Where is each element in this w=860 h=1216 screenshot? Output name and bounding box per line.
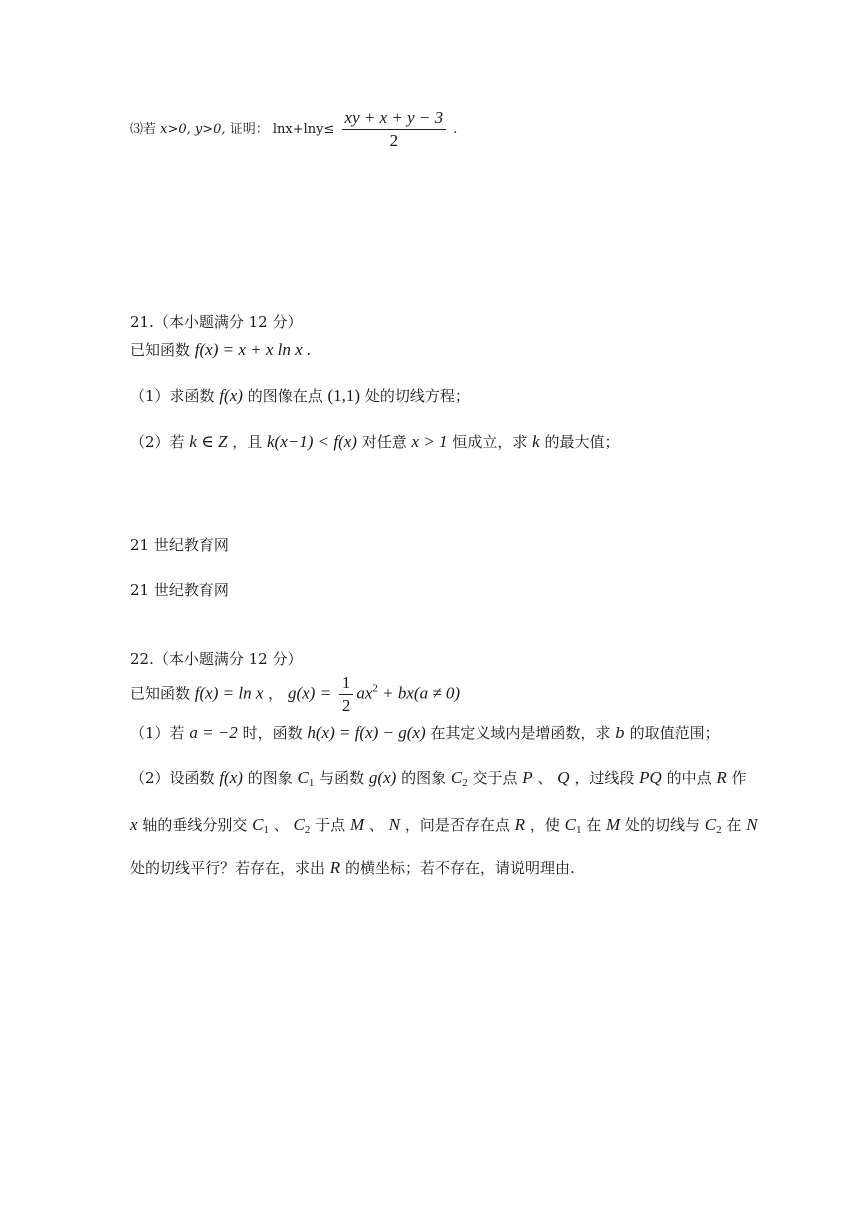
q22-half-denominator: 2 <box>341 696 351 715</box>
q22-p2-l2-c2-sub: 2 <box>304 824 311 836</box>
q21-intro <box>130 340 311 360</box>
q22-p1-b: b <box>615 724 625 742</box>
q20-end: . <box>453 122 458 137</box>
q22-p2-gx: g(x) <box>368 768 397 787</box>
q20-fraction <box>342 107 447 152</box>
watermark-text: 21 世纪教育网 <box>130 581 229 599</box>
q22-intro-text: 已知函数 <box>130 684 191 703</box>
q21-intro-text: 已知函数 <box>130 341 191 359</box>
q22-p2-c1-sub: 1 <box>308 777 315 789</box>
q21-p1-func: f(x) <box>219 386 243 405</box>
q21-part2 <box>130 432 619 452</box>
q22-p2-l2-a: 轴的垂线分别交 <box>142 816 248 834</box>
q22-p2-l2-d: ，使 <box>529 816 560 834</box>
q22-p2-dun: 、 <box>537 769 553 787</box>
q22-half-numerator: 1 <box>341 673 351 692</box>
q22-p2-l1-a: 的图象 <box>247 769 293 787</box>
q22-part2-line2 <box>130 815 758 835</box>
q22-p1-mid2: 在其定义域内是增函数，求 <box>430 724 611 742</box>
q20-lhs: lnx+lny≤ <box>272 122 335 137</box>
q22-p2-l2-c1b: C <box>564 815 576 834</box>
q22-p2-l2-n: N <box>746 815 758 834</box>
q22-g-rest: ax <box>356 683 373 703</box>
q22-g-tail: + bx(a ≠ 0) <box>377 683 461 703</box>
q20-fraction-denominator: 2 <box>389 131 399 150</box>
q22-p2-c2-sub: 2 <box>462 777 468 789</box>
q22-p2-l2-b: 于点 <box>315 816 346 834</box>
q22-part1 <box>130 723 720 743</box>
q21-p2-mid2: 对任意 <box>361 433 407 451</box>
q22-f-def: f(x) = ln x <box>194 683 264 703</box>
q22-p1-prefix: （1）若 <box>130 724 185 742</box>
q21-p1-suffix: 处的切线方程； <box>364 387 470 405</box>
q22-p2-c1: C <box>297 768 309 787</box>
q21-p2-cond2: x > 1 <box>411 432 448 451</box>
q22-p2-x: x <box>130 815 138 834</box>
watermark-text: 21 世纪教育网 <box>130 536 229 554</box>
q22-p2-l2-c2: C <box>293 815 305 834</box>
q22-p2-l3-a: 处的切线平行？若存在，求出 <box>130 859 326 877</box>
q22-p2-l2-f: 处的切线与 <box>624 816 700 834</box>
q21-p1-prefix: （1）求函数 <box>130 387 215 405</box>
q21-p2-ineq: k(x−1) < f(x) <box>267 432 357 451</box>
q21-func-def: f(x) = x + x ln x . <box>194 340 312 359</box>
q22-g-sup: 2 <box>372 682 378 695</box>
q22-p2-n: N <box>388 815 401 834</box>
q22-p1-mid1: 时，函数 <box>242 724 303 742</box>
q21-p2-prefix: （2）若 <box>130 433 185 451</box>
q22-sep: ， <box>268 684 284 703</box>
q20-cond-x: x>0, <box>160 122 195 137</box>
q22-p2-l2-c1b-sub: 1 <box>575 824 582 836</box>
q22-p2-l2-c1-sub: 1 <box>263 824 269 836</box>
q22-half-fraction <box>339 672 354 717</box>
q20-cond-y: y>0, <box>194 122 230 137</box>
q22-p2-l1-prefix: （2）设函数 <box>130 769 215 787</box>
q22-p1-suffix: 的取值范围； <box>629 724 720 742</box>
q22-p2-l2-g: 在 <box>726 816 742 834</box>
q22-p2-l2-r: R <box>514 815 526 834</box>
q21-part1 <box>130 386 470 406</box>
q20-prove-text: 证明： <box>229 122 269 137</box>
q21-p2-suffix: 的最大值； <box>544 433 620 451</box>
q22-part2-line1 <box>130 768 747 788</box>
q20-fraction-numerator: xy + x + y − 3 <box>344 108 444 127</box>
q22-p2-l2-dun: 、 <box>273 816 289 834</box>
q22-p2-r: R <box>716 768 727 787</box>
q22-p2-l1-f: 的中点 <box>666 769 712 787</box>
q22-p2-l3-r: R <box>329 858 341 877</box>
q22-intro <box>130 672 460 717</box>
q22-p2-l1-b: 与函数 <box>319 769 365 787</box>
q22-p1-cond: a = −2 <box>189 723 238 742</box>
q22-p2-c2: C <box>450 768 463 787</box>
q22-p2-l2-c2b-sub: 2 <box>716 824 722 836</box>
q22-p2-fx: f(x) <box>219 768 243 787</box>
q22-p2-l3-b: 的横坐标；若不存在，请说明理由. <box>344 859 575 877</box>
q22-p2-l2-c: ，问是否存在点 <box>404 816 510 834</box>
q22-p2-l2-m: M <box>606 815 621 834</box>
q22-p2-l1-c: 的图象 <box>401 769 447 787</box>
q22-p2-l1-g: 作 <box>731 769 747 787</box>
q20-part3-line <box>130 107 457 152</box>
q22-p2-pq: PQ <box>639 768 662 787</box>
q22-p2-p: P <box>522 768 533 787</box>
q21-p2-mid1: ，且 <box>232 433 263 451</box>
q22-header: 22.（本小题满分 12 分） <box>130 650 303 668</box>
q22-p1-hx: h(x) = f(x) − g(x) <box>307 723 426 742</box>
q22-p2-q: Q <box>557 768 570 787</box>
q22-p2-l2-c1: C <box>252 815 264 834</box>
q21-p2-mid3: 恒成立，求 <box>452 433 528 451</box>
q22-p2-l1-e: ，过线段 <box>574 769 635 787</box>
q21-header: 21.（本小题满分 12 分） <box>130 313 303 331</box>
q22-p2-l2-dun2: 、 <box>368 816 384 834</box>
q21-p2-k: k <box>532 432 540 451</box>
q22-p2-m: M <box>349 815 365 834</box>
q22-p2-l2-e: 在 <box>586 816 602 834</box>
q22-p2-l2-c2b: C <box>704 815 717 834</box>
q21-p2-cond: k ∈ Z <box>189 432 228 451</box>
q22-p2-l1-d: 交于点 <box>472 769 518 787</box>
q22-part2-line3 <box>130 858 575 878</box>
q22-g-lhs: g(x) = <box>287 683 332 703</box>
q20-part3-label: ⑶若 <box>130 122 157 137</box>
q21-p1-point: (1,1) <box>327 386 361 405</box>
q21-p1-mid: 的图像在点 <box>247 387 323 405</box>
